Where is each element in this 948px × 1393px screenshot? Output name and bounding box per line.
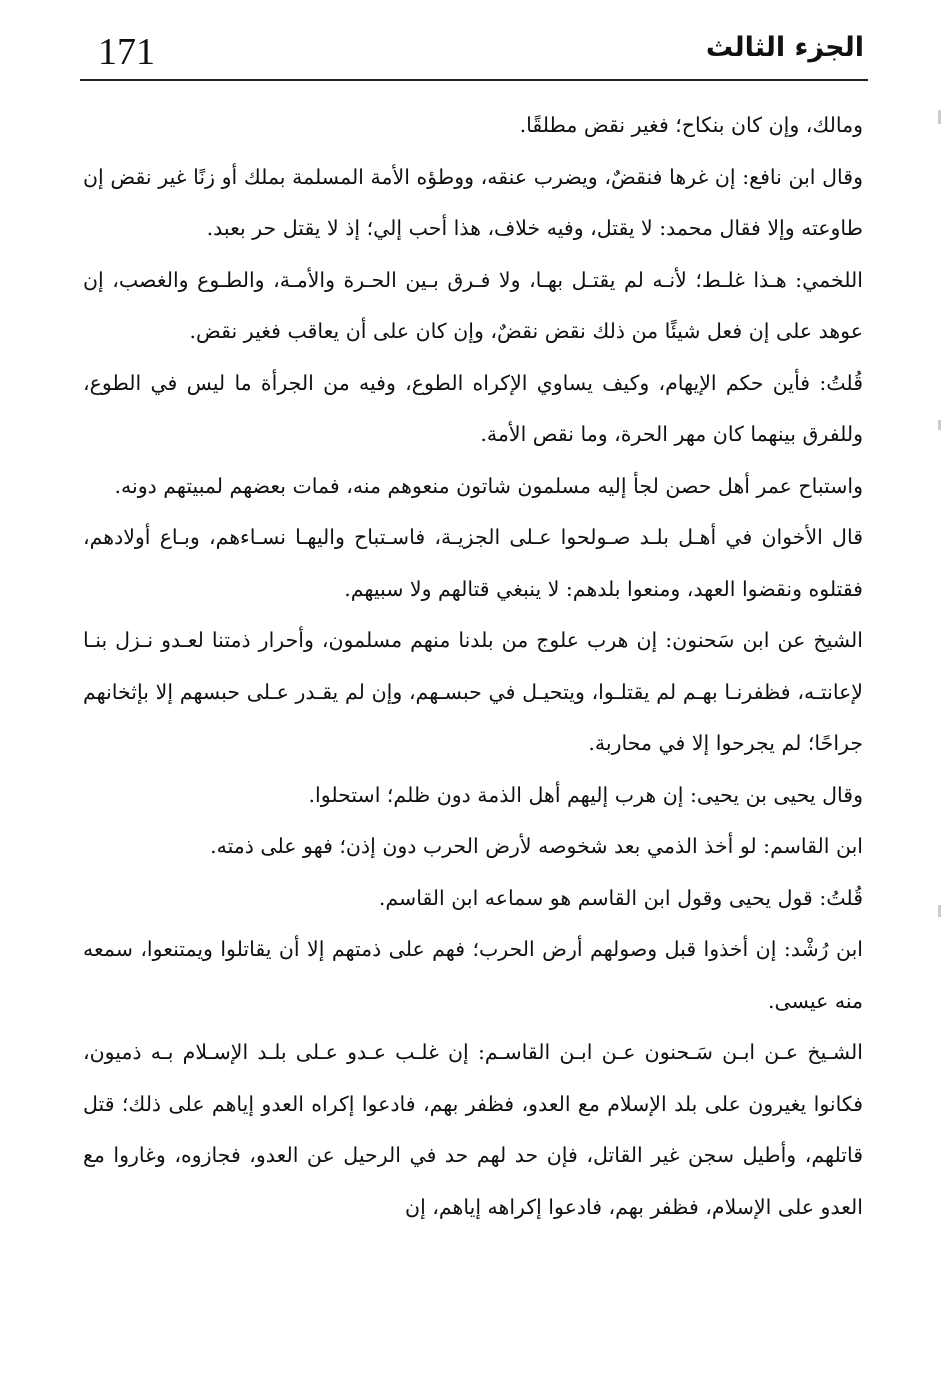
page-header xyxy=(80,22,870,82)
page-number: 171 xyxy=(98,31,155,73)
body-text xyxy=(83,100,863,1233)
paragraph: الشيخ عن ابن سَحنون: إن هرب علوج من بلدنا منهم مسلمون، وأحرار ذمتنا لعـدو نـزل بنـا لإعانتـه، فظفرنـا بهـم لم يقتلـوا، ويتحيـل في حبسـهم، وإن لم يقـدر عـلى حبسهم إلا بإثخانهم جراحًا؛ لم يجرحوا إلا في محاربة. xyxy=(83,628,863,755)
scan-margin-mark xyxy=(938,420,941,430)
paragraph: ابن القاسم: لو أخذ الذمي بعد شخوصه لأرض الحرب دون إذن؛ فهو على ذمته. xyxy=(210,834,863,858)
paragraph: الشـيخ عـن ابـن سَـحنون عـن ابـن القاسـم: إن غلـب عـدو عـلى بلـد الإسـلام بـه ذميون، فكانوا يغيرون على بلد الإسلام مع العدو، فظفر بهم، فادعوا إكراه العدو إياهم على ذلك؛ قتل قاتلهم، وأطيل سجن غير القاتل، فإن حد لهم حد في الرحيل عن العدو، فجازوه، وغاروا مع العدو على الإسلام، فظفر بهم، فادعوا إكراهه إياهم، إن xyxy=(83,1040,863,1219)
header-divider xyxy=(80,79,868,81)
paragraph: قال الأخوان في أهـل بلـد صـولحوا عـلى الجزيـة، فاسـتباح واليهـا نسـاءهم، وبـاع أولادهم، فقتلوه ونقضوا العهد، ومنعوا بلدهم: لا ينبغي قتالهم ولا سبيهم. xyxy=(83,525,863,601)
scan-margin-mark xyxy=(938,110,941,124)
paragraph: قُلتُ: قول يحيى وقول ابن القاسم هو سماعه ابن القاسم. xyxy=(378,885,863,910)
paragraph: ومالك، وإن كان بنكاح؛ فغير نقض مطلقًا. xyxy=(519,113,863,137)
running-title: الجزء الثالث xyxy=(705,32,864,63)
paragraph: وقال ابن نافع: إن غرها فنقضٌ، ويضرب عنقه، ووطؤه الأمة المسلمة بملك أو زنًا غير نقض إن طاوعته وإلا فقال محمد: لا يقتل، وفيه خلاف، هذا أحب إلي؛ إذ لا يقتل حر بعبد. xyxy=(83,164,863,240)
paragraph: واستباح عمر أهل حصن لجأ إليه مسلمون شاتون منعوهم منه، فمات بعضهم لمبيتهم دونه. xyxy=(114,473,863,498)
paragraph: قُلتُ: فأين حكم الإيهام، وكيف يساوي الإكراه الطوع، وفيه من الجرأة ما ليس في الطوع، وللفرق بينهما كان مهر الحرة، وما نقص الأمة. xyxy=(83,370,863,446)
paragraph: اللخمي: هـذا غلـط؛ لأنـه لم يقتـل بهـا، ولا فـرق بـين الحـرة والأمـة، والطـوع والغصب، إن عوهد على إن فعل شيئًا من ذلك نقض نقضٌ، وإن كان على أن يعاقب فغير نقض. xyxy=(83,267,863,343)
paragraph: ابن رُشْد: إن أخذوا قبل وصولهم أرض الحرب؛ فهم على ذمتهم إلا أن يقاتلوا ويمتنعوا، سمعه منه عيسى. xyxy=(83,937,863,1013)
scan-margin-mark xyxy=(938,905,941,917)
paragraph: وقال يحيى بن يحيى: إن هرب إليهم أهل الذمة دون ظلم؛ استحلوا. xyxy=(308,782,863,807)
